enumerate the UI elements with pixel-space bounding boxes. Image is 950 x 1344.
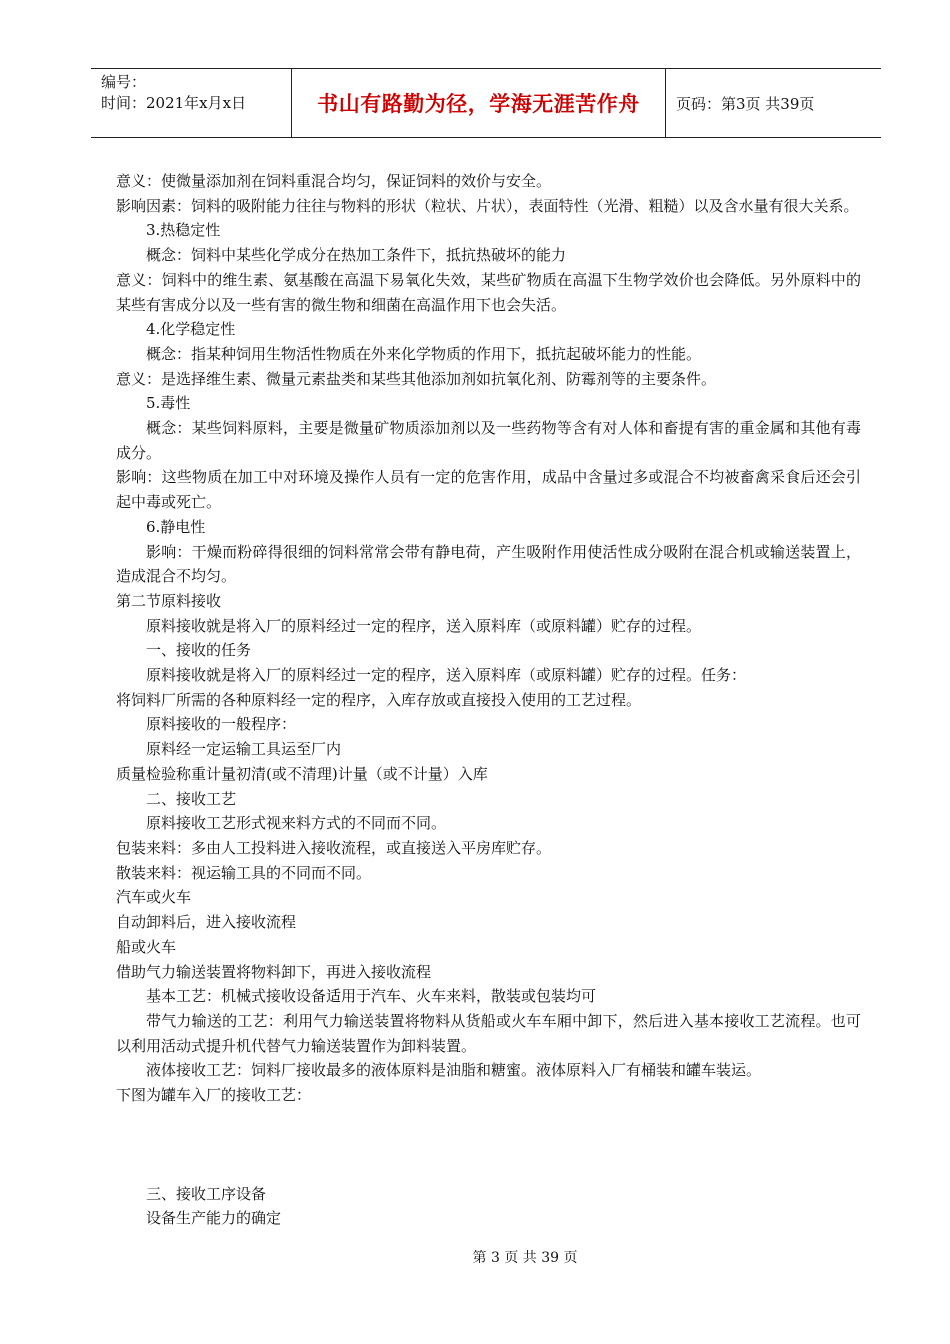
header-page-cell (666, 69, 881, 137)
paragraph: 带气力输送的工艺：利用气力输送装置将物料从货船或火车车厢中卸下，然后进入基本接收工艺流程。也可以利用活动式提升机代替气力输送装置作为卸料装置。 (116, 1011, 861, 1055)
section-heading: 4.化学稳定性 (146, 320, 236, 339)
paragraph: 原料接收工艺形式视来料方式的不同而不同。 (146, 814, 447, 833)
paragraph: 影响因素：饲料的吸附能力往往与物料的形状（粒状、片状），表面特性（光滑、粗糙）以及含水量有很大关系。 (116, 196, 859, 215)
section-heading: 一、接收的任务 (146, 641, 252, 660)
header-motto-cell (292, 69, 666, 137)
paragraph: 下图为罐车入厂的接收工艺： (116, 1086, 312, 1105)
paragraph: 汽车或火车 (116, 888, 192, 907)
paragraph: 原料接收就是将入厂的原料经过一定的程序，送入原料库（或原料罐）贮存的过程。任务： (146, 666, 747, 685)
header-page-number: 页码：第3页 共39页 (676, 94, 815, 113)
document-body (116, 169, 861, 1231)
paragraph: 概念：某些饲料原料，主要是微量矿物质添加剂以及一些药物等含有对人体和畜提有害的重金属和其他有毒成分。 (116, 419, 861, 462)
section-heading: 二、接收工艺 (146, 789, 237, 808)
section-heading: 三、接收工序设备 (146, 1184, 267, 1203)
paragraph: 基本工艺：机械式接收设备适用于汽车、火车来料，散装或包装均可 (146, 987, 597, 1006)
paragraph: 散装来料：视运输工具的不同而不同。 (116, 863, 372, 882)
paragraph: 质量检验称重计量初清(或不清理)计量（或不计量）入库 (116, 764, 488, 783)
chapter-heading: 第二节原料接收 (116, 591, 222, 610)
paragraph: 概念：饲料中某些化学成分在热加工条件下，抵抗热破坏的能力 (146, 246, 567, 265)
paragraph: 原料接收就是将入厂的原料经过一定的程序，送入原料库（或原料罐）贮存的过程。 (146, 616, 702, 635)
paragraph: 液体接收工艺：饲料厂接收最多的液体原料是油脂和糖蜜。液体原料入厂有桶装和罐车装运。 (146, 1061, 762, 1080)
paragraph: 船或火车 (116, 937, 177, 956)
section-heading: 6.静电性 (146, 517, 206, 536)
section-heading: 5.毒性 (146, 394, 191, 413)
header-motto: 书山有路勤为径，学海无涯苦作舟 (317, 92, 640, 116)
header-meta-cell (91, 69, 292, 137)
paragraph: 借助气力输送装置将物料卸下，再进入接收流程 (116, 962, 432, 981)
page-footer: 第 3 页 共 39 页 (472, 1250, 578, 1266)
paragraph: 自动卸料后，进入接收流程 (116, 913, 297, 932)
paragraph: 概念：指某种饲用生物活性物质在外来化学物质的作用下，抵抗起破坏能力的性能。 (146, 344, 702, 363)
paragraph: 原料接收的一般程序： (146, 715, 297, 734)
paragraph: 影响：干燥而粉碎得很细的饲料常常会带有静电荷，产生吸附作用使活性成分吸附在混合机或输送装置上，造成混合不均匀。 (116, 542, 861, 586)
figure-placeholder (116, 1108, 861, 1182)
page-header (91, 68, 881, 138)
paragraph: 意义：饲料中的维生素、氨基酸在高温下易氧化失效，某些矿物质在高温下生物学效价也会降低。另外原料中的某些有害成分以及一些有害的微生物和细菌在高温作用下也会失活。 (116, 270, 861, 314)
section-heading: 3.热稳定性 (146, 221, 221, 240)
paragraph: 意义：使微量添加剂在饲料重混合均匀，保证饲料的效价与安全。 (116, 172, 552, 190)
paragraph: 设备生产能力的确定 (146, 1209, 282, 1228)
document-number-label: 编号： (101, 73, 147, 91)
paragraph: 包装来料：多由人工投料进入接收流程，或直接送入平房库贮存。 (116, 838, 552, 857)
paragraph: 影响：这些物质在加工中对环境及操作人员有一定的危害作用，成品中含量过多或混合不均被畜禽采食后还会引起中毒或死亡。 (116, 468, 861, 512)
document-time-label: 时间：2021年x月x日 (101, 94, 247, 112)
paragraph: 原料经一定运输工具运至厂内 (146, 740, 342, 759)
paragraph: 将饲料厂所需的各种原料经一定的程序，入库存放或直接投入使用的工艺过程。 (116, 690, 642, 709)
paragraph: 意义：是选择维生素、微量元素盐类和某些其他添加剂如抗氧化剂、防霉剂等的主要条件。 (116, 369, 717, 388)
